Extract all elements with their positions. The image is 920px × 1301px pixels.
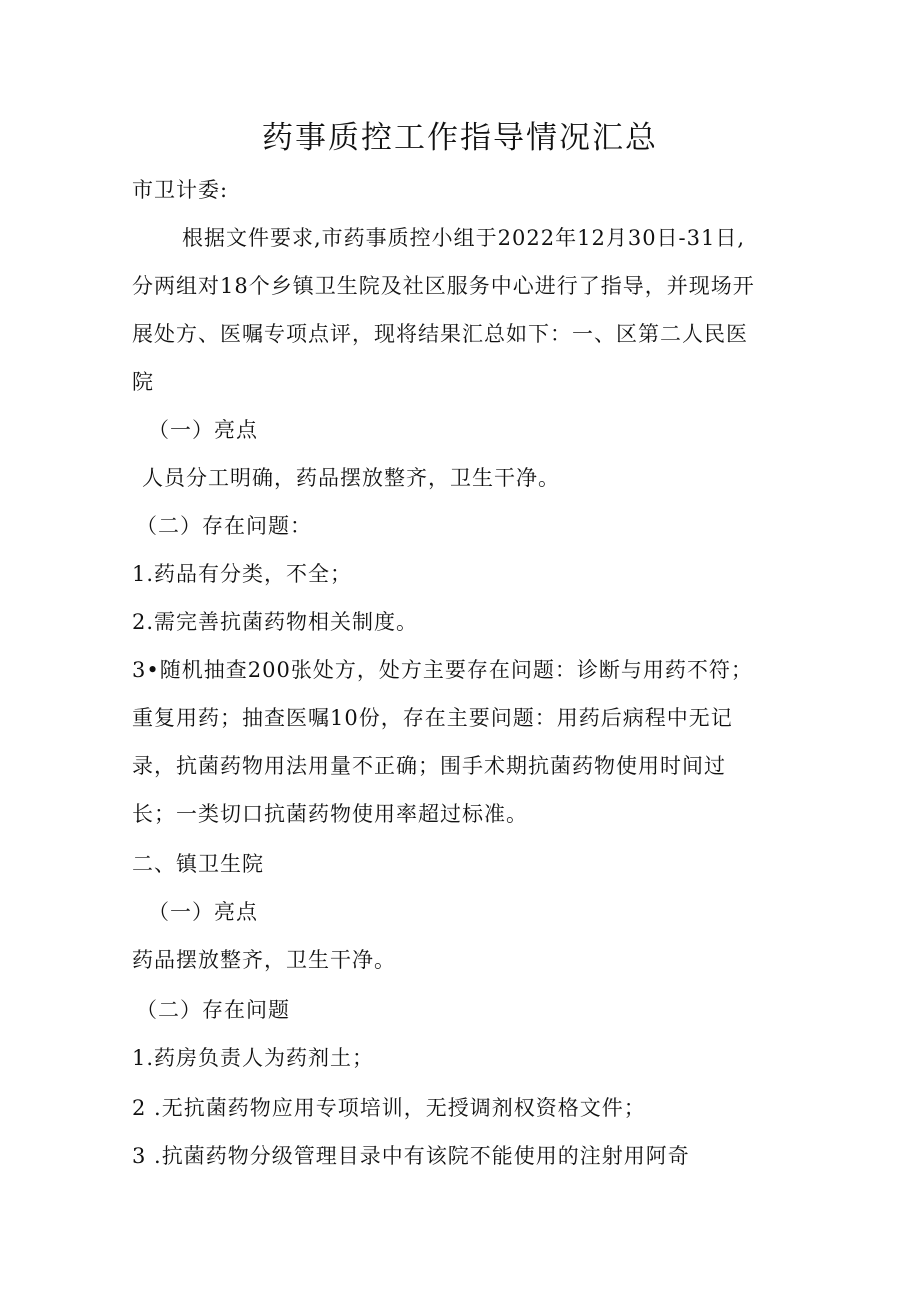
section-2-highlight-text: 药品摆放整齐，卫生干净。 <box>132 948 396 972</box>
section-1-issue-2: 2.需完善抗菌药物相关制度。 <box>132 610 419 634</box>
intro-paragraph-line-3: 展处方、医嘱专项点评，现将结果汇总如下：一、区第二人民医 <box>132 322 748 346</box>
section-1-issues-heading: （二）存在问题： <box>136 514 312 538</box>
section-2-issues-heading: （二）存在问题 <box>136 998 290 1022</box>
section-2-issue-2: 2 .无抗菌药物应用专项培训，无授调剂权资格文件； <box>132 1096 646 1120</box>
section-1-issue-3-line-4: 长；一类切口抗菌药物使用率超过标准。 <box>132 802 528 826</box>
section-2-issue-3: 3 .抗菌药物分级管理目录中有该院不能使用的注射用阿奇 <box>132 1144 690 1168</box>
intro-paragraph-line-2: 分两组对18个乡镇卫生院及社区服务中心进行了指导，并现场开 <box>132 274 755 298</box>
section-2-highlight-heading: （一）亮点 <box>148 900 258 924</box>
section-2-heading: 二、镇卫生院 <box>132 852 264 876</box>
section-1-issue-1: 1.药品有分类，不全； <box>132 562 353 586</box>
section-1-highlight-text: 人员分工明确，药品摆放整齐，卫生干净。 <box>142 466 560 490</box>
salutation: 市卫计委: <box>132 178 229 202</box>
section-1-issue-3-line-3: 录，抗菌药物用法用量不正确；围手术期抗菌药物使用时间过 <box>132 754 726 778</box>
intro-paragraph-line-4: 院 <box>132 370 154 394</box>
document-title: 药事质控工作指导情况汇总 <box>262 120 658 156</box>
section-1-highlight-heading: （一）亮点 <box>148 418 258 442</box>
section-1-issue-3-line-2: 重复用药；抽查医嘱10份，存在主要问题：用药后病程中无记 <box>132 706 733 730</box>
section-2-issue-1: 1.药房负责人为药剂土； <box>132 1046 375 1070</box>
section-1-issue-3-line-1: 3•随机抽查200张处方，处方主要存在问题：诊断与用药不符； <box>132 658 753 682</box>
intro-paragraph-line-1: 根据文件要求,市药事质控小组于2022年12月30日-31日, <box>182 226 746 250</box>
